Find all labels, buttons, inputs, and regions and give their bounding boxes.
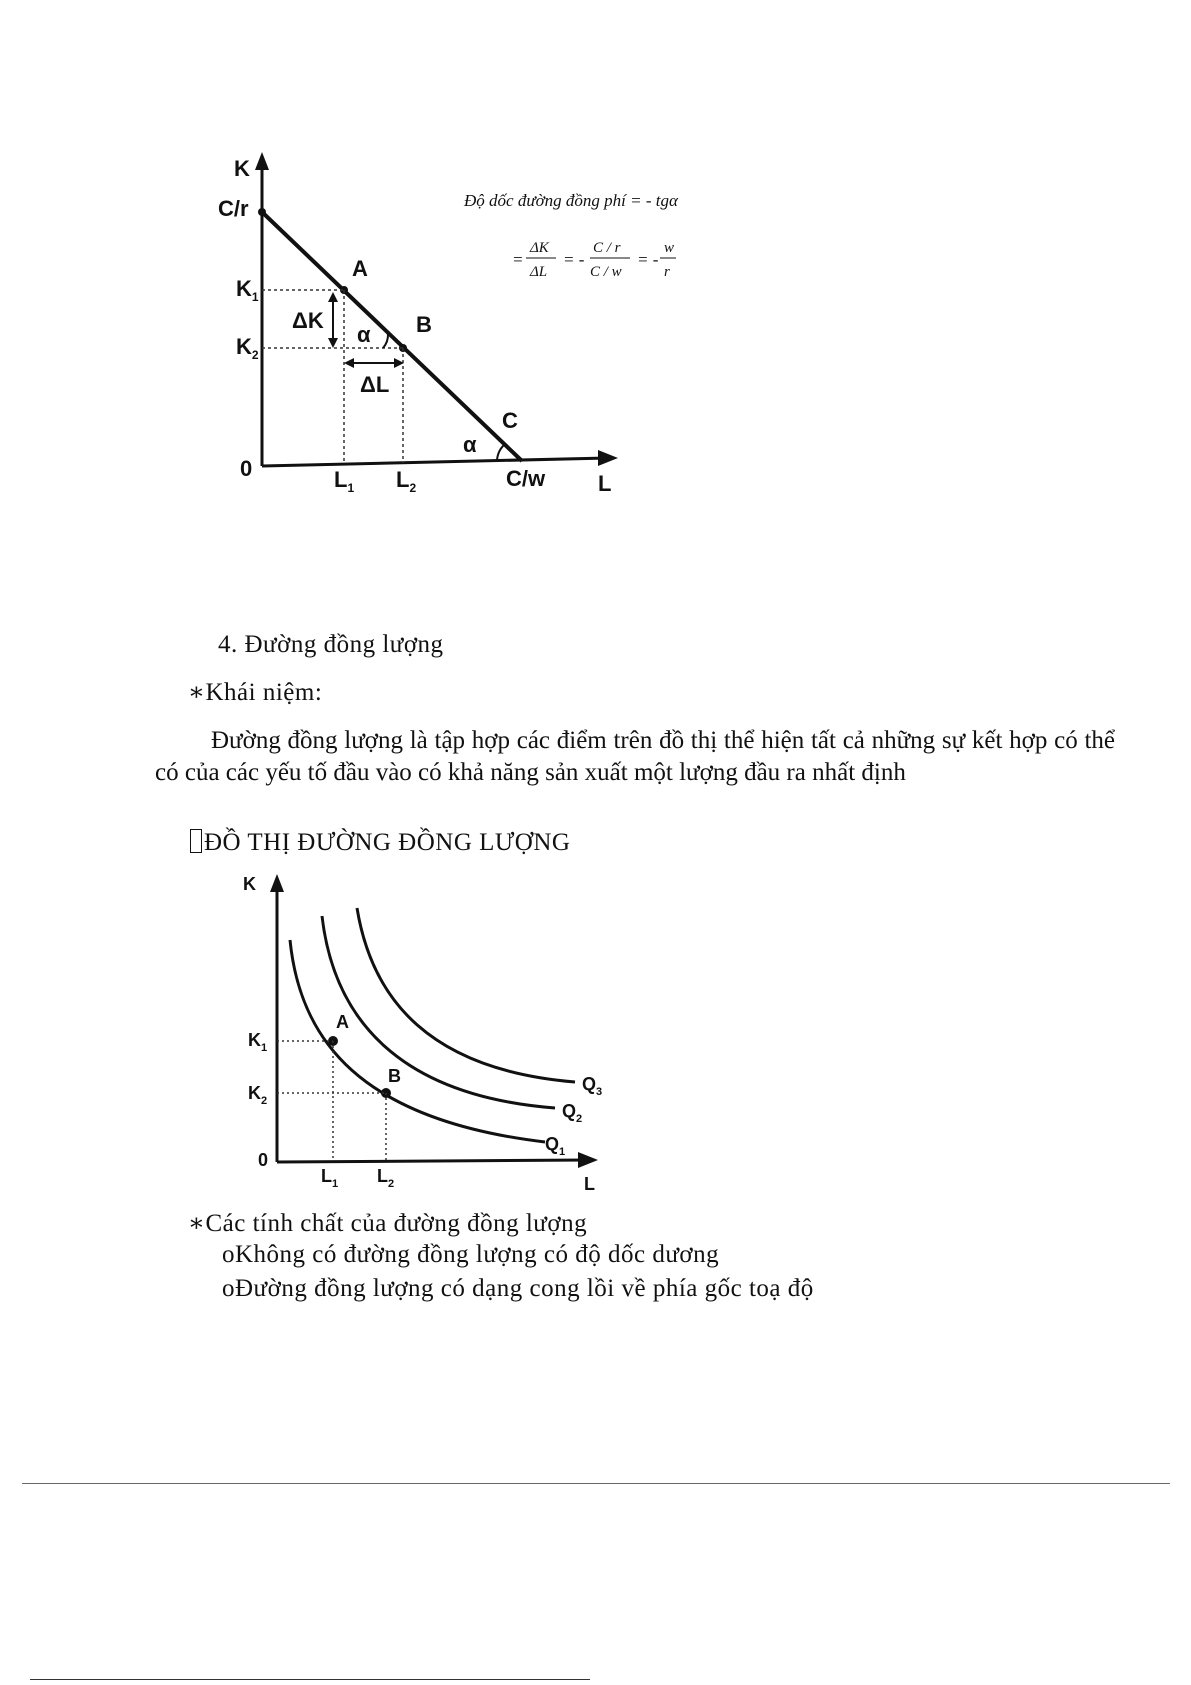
fig2-point-a-label: A [336,1012,349,1032]
formula-eq1: = [512,250,524,269]
fig2-l-axis-label: L [584,1174,595,1194]
formula-eq3: = - [637,250,659,269]
formula-eq2: = - [563,250,585,269]
missing-glyph-icon [190,829,202,853]
fig2-k-axis-label: K [243,874,256,894]
property-1: oKhông có đường đồng lượng có độ dốc dương [222,1241,720,1268]
fig1-point-a-label: A [352,256,368,281]
l-axis-arrow [598,450,618,466]
l-axis [262,458,608,466]
fig2-l2-label: $L_2$ [377,1166,395,1190]
graph-title [190,829,570,857]
isocost-line [262,212,522,461]
fig1-point-b-label: B [416,312,432,337]
fig2-l-axis [277,1160,588,1162]
fig1-k1-label: $K_1$ [236,276,259,304]
formula-frac1-num: ΔK [530,240,549,256]
isoquant-figure [0,860,1191,1200]
isocost-figure [0,0,1191,520]
fig2-k2-label: $K_2$ [248,1083,268,1107]
fig2-l1-label: $L_1$ [321,1166,339,1190]
fig1-point-c-label: C [502,408,518,433]
alpha-arc-c [497,444,505,461]
fig1-l-axis-label: L [598,471,612,496]
isoquant-q3 [357,908,575,1082]
fig2-q1-label: $Q_1$ [545,1134,566,1158]
fig1-c-over-r-label: C/r [218,196,249,221]
fig1-l1-label: $L_1$ [334,467,355,495]
fig2-q2-label: $Q_2$ [562,1101,583,1125]
fig2-point-b-label: B [388,1066,401,1086]
properties-label: ∗Các tính chất của đường đồng lượng [188,1210,588,1237]
delta-k-arrowhead-up [328,292,338,302]
formula-frac1-den: ΔL [530,264,548,280]
section-heading: 4. Đường đồng lượng [218,631,444,658]
fig2-k1-label: $K_1$ [248,1030,268,1054]
page-divider [22,1483,1170,1484]
fig2-l-axis-arrow [578,1152,598,1168]
fig1-alpha-1-label: α [357,322,371,347]
point-c-over-r [258,208,266,216]
fig1-delta-k-label: ΔK [292,308,324,333]
formula-frac2-den: C / w [590,264,622,280]
fig2-q3-label: $Q_3$ [582,1074,603,1098]
isoquant-q2 [322,916,555,1108]
fig2-k-axis-arrow [270,874,284,892]
fig1-k-axis-label: K [234,156,250,181]
concept-text: Đường đồng lượng là tập hợp các điểm trên đồ thị thể hiện tất cả những sự kết hợp có thể có của các yếu tố đầu vào có khả năng sản xuất một lượng đầu ra nhất định [155,727,1115,786]
delta-k-arrowhead-down [328,338,338,348]
property-2: oĐường đồng lượng có dạng cong lồi về phía gốc toạ độ [222,1275,814,1302]
footnote-divider [30,1679,590,1680]
k-axis-arrow [255,152,269,170]
graph-title-text: ĐỒ THỊ ĐƯỜNG ĐỒNG LƯỢNG [204,829,571,856]
concept-label: ∗Khái niệm: [188,679,323,706]
formula-frac3-den: r [664,264,670,280]
concept-paragraph [155,725,1115,789]
alpha-arc-b [383,334,388,348]
fig1-l2-label: $L_2$ [396,467,417,495]
formula-title: Độ dốc đường đồng phí = - tgα [464,191,678,210]
formula-frac2-num: C / r [593,240,621,256]
fig1-c-over-w-label: C/w [506,466,546,491]
fig1-delta-l-label: ΔL [360,372,390,397]
fig2-origin-label: 0 [258,1150,269,1170]
fig1-alpha-2-label: α [463,432,477,457]
fig1-k2-label: $K_2$ [236,334,259,362]
fig1-origin-label: 0 [240,456,253,481]
formula-frac3-num: w [664,240,675,256]
delta-l-arrowhead-left [344,358,354,368]
